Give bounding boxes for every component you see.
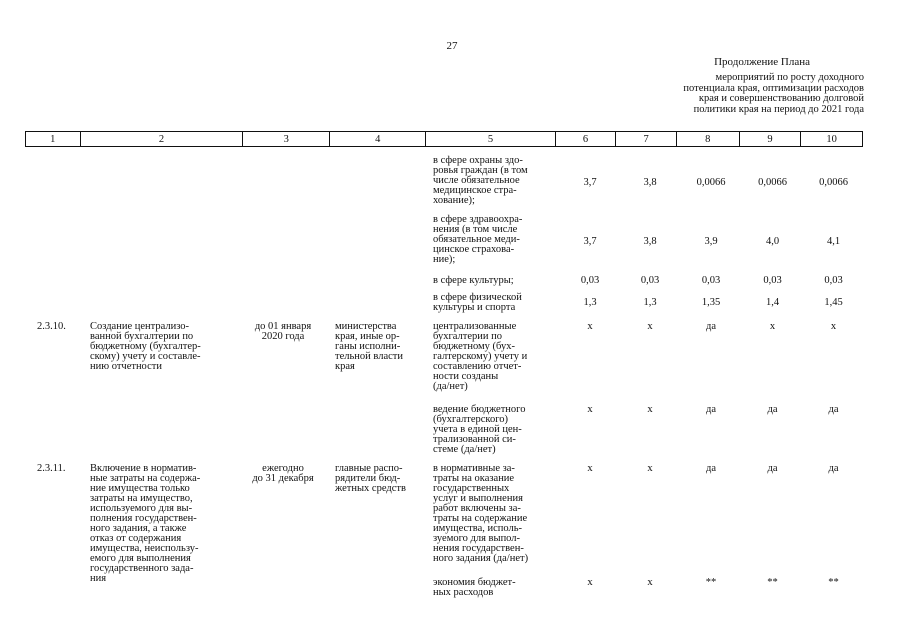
row-value-col6: 0,03 bbox=[580, 275, 600, 286]
row-value-col8: 0,0066 bbox=[696, 177, 726, 188]
row-measure-name: Включение в норматив- ные затраты на содержа- ние имущества только затраты на имущество, используемого для вы- полнения государствен- ного задания, а также отказ от содержания имущества, неиспользу- емого для выполнения государственного зада- ния bbox=[90, 463, 201, 584]
row-value-col10: 0,0066 bbox=[819, 177, 848, 188]
row-value-col6: 3,7 bbox=[583, 177, 597, 188]
row-indicator: в сфере физической культуры и спорта bbox=[433, 292, 522, 313]
row-value-col6: х bbox=[587, 577, 593, 588]
row-value-col8: да bbox=[705, 463, 716, 474]
row-number: 2.3.10. bbox=[37, 321, 66, 332]
row-value-col7: 3,8 bbox=[643, 236, 657, 247]
row-value-col6: х bbox=[587, 404, 593, 415]
column-header-7: 7 bbox=[616, 132, 677, 147]
row-value-col8: 0,03 bbox=[701, 275, 721, 286]
row-value-col6: х bbox=[587, 321, 593, 332]
column-header-10: 10 bbox=[801, 132, 863, 147]
column-header-2: 2 bbox=[80, 132, 243, 147]
row-value-col6: х bbox=[587, 463, 593, 474]
row-term: до 01 января 2020 года bbox=[254, 321, 312, 342]
row-value-col9: ** bbox=[767, 577, 778, 588]
row-value-col8: да bbox=[705, 404, 716, 415]
row-value-col6: 3,7 bbox=[583, 236, 597, 247]
row-value-col8: 3,9 bbox=[704, 236, 718, 247]
row-value-col7: х bbox=[647, 463, 653, 474]
row-value-col10: да bbox=[828, 404, 839, 415]
row-value-col10: х bbox=[830, 321, 837, 332]
column-header-8: 8 bbox=[676, 132, 739, 147]
column-number-header bbox=[25, 131, 863, 147]
row-value-col7: х bbox=[647, 577, 653, 588]
column-header-5: 5 bbox=[426, 132, 555, 147]
row-value-col9: х bbox=[769, 321, 776, 332]
row-value-col10: 1,45 bbox=[824, 297, 843, 308]
column-header-3: 3 bbox=[243, 132, 330, 147]
row-indicator: централизованные бухгалтерии по бюджетному (бух- галтерскому) учету и составлению отчет- ности созданы (да/нет) bbox=[433, 321, 528, 392]
row-indicator: в сфере культуры; bbox=[433, 275, 514, 286]
column-header-9: 9 bbox=[739, 132, 801, 147]
row-indicator: в сфере здравоохра- нения (в том числе обязательное меди- цинское страхова- ние); bbox=[433, 214, 523, 265]
page-number: 27 bbox=[446, 40, 458, 52]
row-indicator: в сфере охраны здо- ровья граждан (в том числе обязательное медицинское стра- хование); bbox=[433, 155, 528, 206]
row-responsible: главные распо- рядители бюд- жетных средств bbox=[335, 463, 406, 494]
row-value-col10: ** bbox=[828, 577, 839, 588]
row-indicator: экономия бюджет- ных расходов bbox=[433, 577, 516, 598]
row-number: 2.3.11. bbox=[37, 463, 66, 474]
row-value-col8: да bbox=[705, 321, 716, 332]
row-responsible: министерства края, иные ор- ганы исполни- тельной власти края bbox=[335, 321, 403, 372]
row-value-col10: 0,03 bbox=[824, 275, 843, 286]
row-value-col7: 0,03 bbox=[640, 275, 660, 286]
row-value-col9: 4,0 bbox=[765, 236, 780, 247]
row-value-col9: 0,0066 bbox=[758, 177, 787, 188]
row-value-col9: да bbox=[767, 404, 778, 415]
row-value-col10: 4,1 bbox=[826, 236, 841, 247]
row-indicator: в нормативные за- траты на оказание государственных услуг и выполнения работ включены за- траты на содержание имущества, исполь- зуемого для выпол- нения государствен- ного задания (да/нет) bbox=[433, 463, 529, 564]
row-value-col7: х bbox=[647, 404, 653, 415]
row-value-col8: ** bbox=[705, 577, 717, 588]
row-measure-name: Создание централизо- ванной бухгалтерии по бюджетному (бухгалтер- скому) учету и составле- нию отчетности bbox=[90, 321, 201, 372]
row-value-col8: 1,35 bbox=[701, 297, 721, 308]
row-value-col10: да bbox=[828, 463, 839, 474]
row-value-col9: да bbox=[767, 463, 778, 474]
column-header-1: 1 bbox=[26, 132, 81, 147]
column-header-4: 4 bbox=[330, 132, 426, 147]
continuation-title: Продолжение Плана bbox=[714, 56, 810, 68]
row-value-col9: 0,03 bbox=[763, 275, 782, 286]
row-value-col9: 1,4 bbox=[765, 297, 780, 308]
row-value-col7: 3,8 bbox=[643, 177, 657, 188]
row-value-col7: х bbox=[647, 321, 653, 332]
column-header-6: 6 bbox=[555, 132, 616, 147]
row-value-col7: 1,3 bbox=[643, 297, 657, 308]
row-term: ежегодно до 31 декабря bbox=[252, 463, 314, 484]
row-value-col6: 1,3 bbox=[583, 297, 597, 308]
plan-subtitle: мероприятий по росту доходного потенциала края, оптимизации расходов края и совершенствованию долговой политики края на период до 2021 года bbox=[683, 72, 864, 115]
row-indicator: ведение бюджетного (бухгалтерского) учета в единой цен- трализованной си- стеме (да/нет) bbox=[433, 404, 526, 455]
